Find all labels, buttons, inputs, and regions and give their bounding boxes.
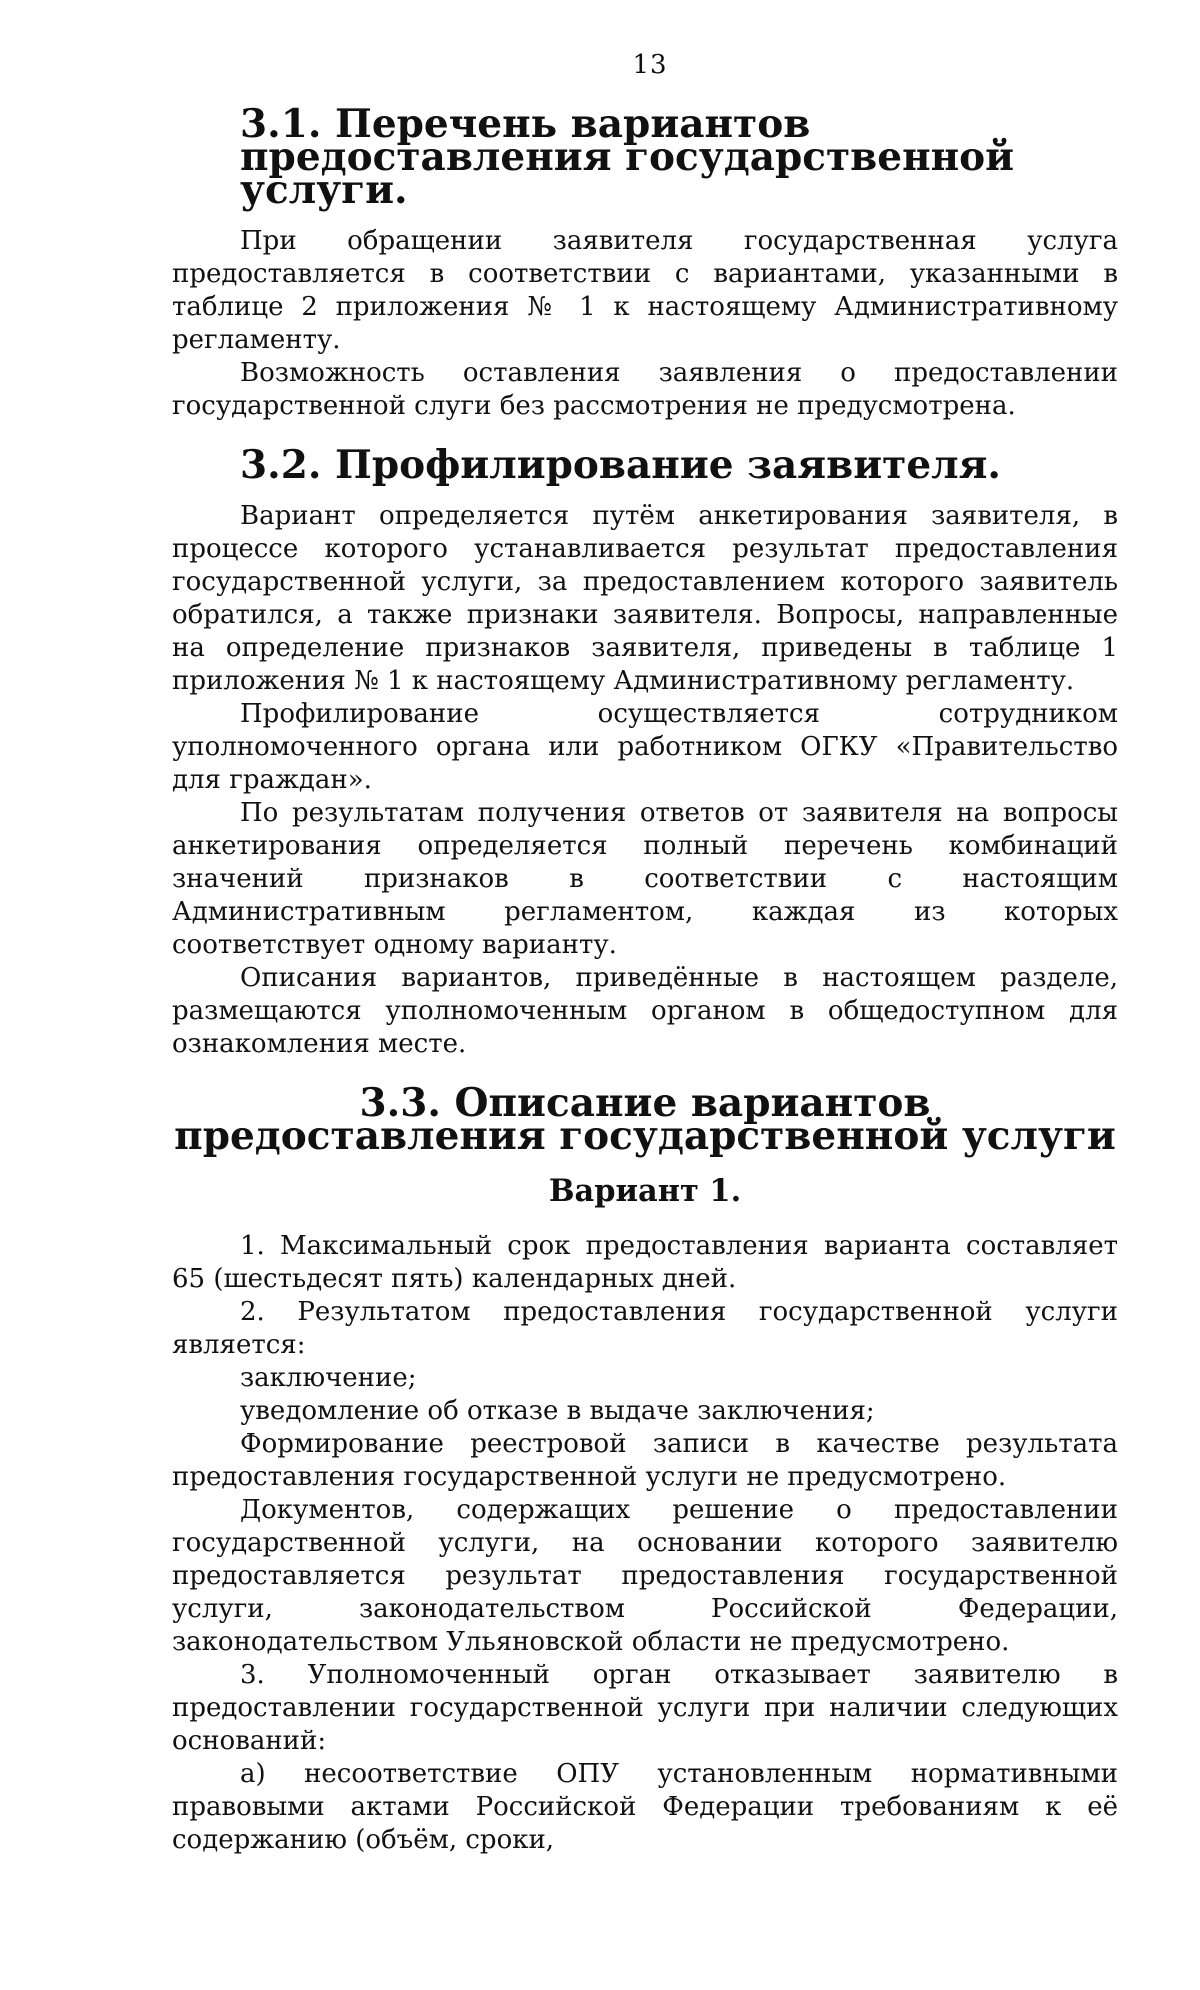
paragraph: Профилирование осуществляется сотрудником уполномоченного органа или работником ОГКУ «Правительство для граждан». [172, 699, 1118, 795]
paragraph: а) несоответствие ОПУ установленным нормативными правовыми актами Российской Федерации требованиям к её содержанию (объём, сроки, [172, 1759, 1118, 1855]
paragraph: 3. Уполномоченный орган отказывает заявителю в предоставлении государственной услуги при наличии следующих оснований: [172, 1660, 1118, 1756]
section-3-3 [172, 1080, 1118, 1857]
paragraph: 2. Результатом предоставления государственной услуги является: [172, 1297, 1118, 1360]
paragraph: Формирование реестровой записи в качестве результата предоставления государственной услуги не предусмотрено. [172, 1429, 1118, 1492]
section-heading-3-3: 3.3. Описание вариантов предоставления государственной услуги [174, 1080, 1116, 1159]
section-heading-3-2: 3.2. Профилирование заявителя. [240, 442, 1002, 488]
paragraph: Возможность оставления заявления о предоставлении государственной слуги без рассмотрения не предусмотрена. [172, 358, 1118, 421]
page-number: 13 [632, 50, 668, 80]
paragraph: Документов, содержащих решение о предоставлении государственной услуги, на основании которого заявителю предоставляется результат предоставления государственной услуги, законодательством Российской Федерации, законодательством Ульяновской области не предусмотрено. [172, 1495, 1118, 1657]
document-body [172, 101, 1118, 1857]
list-item: уведомление об отказе в выдаче заключения; [240, 1396, 875, 1426]
variant-heading: Вариант 1. [548, 1173, 742, 1209]
section-3-2 [172, 442, 1118, 1061]
list-item: заключение; [240, 1363, 417, 1393]
paragraph: 1. Максимальный срок предоставления варианта составляет 65 (шестьдесят пять) календарных дней. [172, 1231, 1118, 1294]
paragraph: Описания вариантов, приведённые в настоящем разделе, размещаются уполномоченным органом в общедоступном для ознакомления месте. [172, 963, 1118, 1059]
paragraph: Вариант определяется путём анкетирования заявителя, в процессе которого устанавливается результат предоставления государственной услуги, за предоставлением которого заявитель обратился, а также признаки заявителя. Вопросы, направленные на определение признаков заявителя, приведены в таблице 1 приложения № 1 к настоящему Административному регламенту. [172, 501, 1118, 696]
paragraph: При обращении заявителя государственная услуга предоставляется в соответствии с вариантами, указанными в таблице 2 приложения № 1 к настоящему Административному регламенту. [172, 226, 1118, 355]
paragraph: По результатам получения ответов от заявителя на вопросы анкетирования определяется полный перечень комбинаций значений признаков в соответствии с настоящим Административным регламентом, каждая из которых соответствует одному варианту. [172, 798, 1118, 960]
section-3-1 [172, 101, 1118, 423]
section-heading-3-1: 3.1. Перечень вариантов предоставления государственной услуги. [240, 101, 1015, 213]
